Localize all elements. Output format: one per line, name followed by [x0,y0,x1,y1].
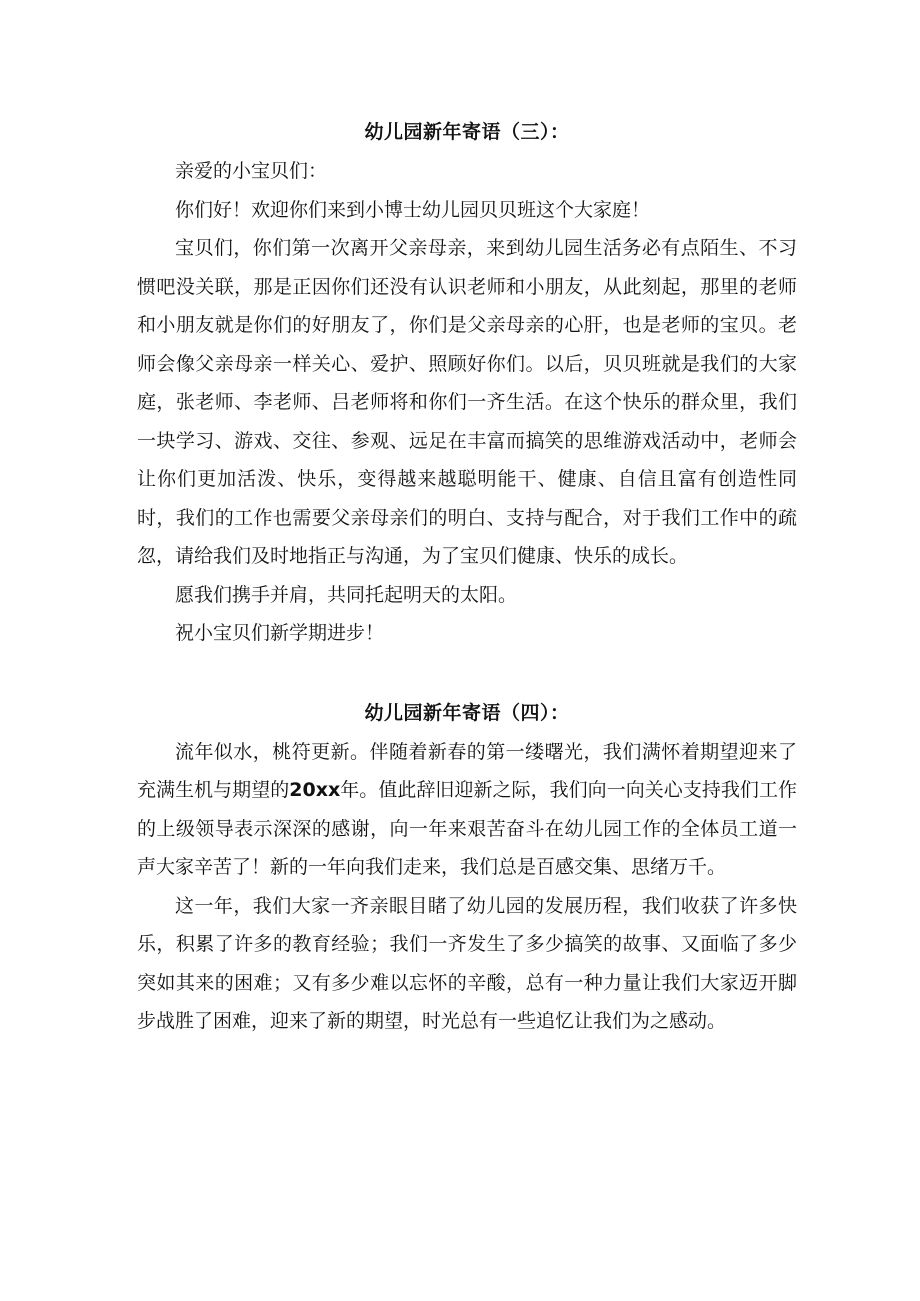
section-3-wish-1: 愿我们携手并肩，共同托起明天的太阳。 [175,583,518,606]
section-3-body: 宝贝们，你们第一次离开父亲母亲，来到幼儿园生活务必有点陌生、不习惯吧没关联，那是正因你们还没有认识老师和小朋友，从此刻起，那里的老师和小朋友就是你们的好朋友了，你们是父亲母亲的心肝，也是老师的宝贝。老师会像父亲母亲一样关心、爱护、照顾好你们。以后，贝贝班就是我们的大家庭，张老师、李老师、吕老师将和你们一齐生活。在这个快乐的群众里，我们一块学习、游戏、交往、参观、远足在丰富而搞笑的思维游戏活动中，老师会让你们更加活泼、快乐，变得越来越聪明能干、健康、自信且富有创造性同时，我们的工作也需要父亲母亲们的明白、支持与配合，对于我们工作中的疏忽，请给我们及时地指正与沟通，为了宝贝们健康、快乐的成长。 [137,237,797,567]
year-label: 20xx [289,779,341,801]
section-3-welcome: 你们好！欢迎你们来到小博士幼儿园贝贝班这个大家庭！ [175,198,651,221]
section-3-greeting: 亲爱的小宝贝们： [175,160,328,182]
section-4-paragraph-2: 这一年，我们大家一齐亲眼目睹了幼儿园的发展历程，我们收获了许多快乐，积累了许多的教育经验；我们一齐发生了多少搞笑的故事、又面临了多少突如其来的困难；又有多少难以忘怀的辛酸，总有一种力量让我们大家迈开脚步战胜了困难，迎来了新的期望，时光总有一些追忆让我们为之感动。 [137,894,797,1032]
document-page [137,112,797,1041]
section-3-wish-2: 祝小宝贝们新学期进步！ [175,622,385,644]
section-3-title: 幼儿园新年寄语（三）： [364,121,570,143]
section-4-paragraph-1 [137,733,797,887]
section-4-title: 幼儿园新年寄语（四）： [364,701,570,724]
section-4-p1-after: 年。值此辞旧迎新之际，我们向一向关心支持我们工作的上级领导表示深深的感谢，向一年来艰苦奋斗在幼儿园工作的全体员工道一声大家辛苦了！新的一年向我们走来，我们总是百感交集、思绪万千。 [137,779,797,878]
section-4-p1-before: 流年似水，桃符更新。伴随着新春的第一缕曙光，我们满怀着期望迎来了充满生机与期望的 [137,740,797,801]
